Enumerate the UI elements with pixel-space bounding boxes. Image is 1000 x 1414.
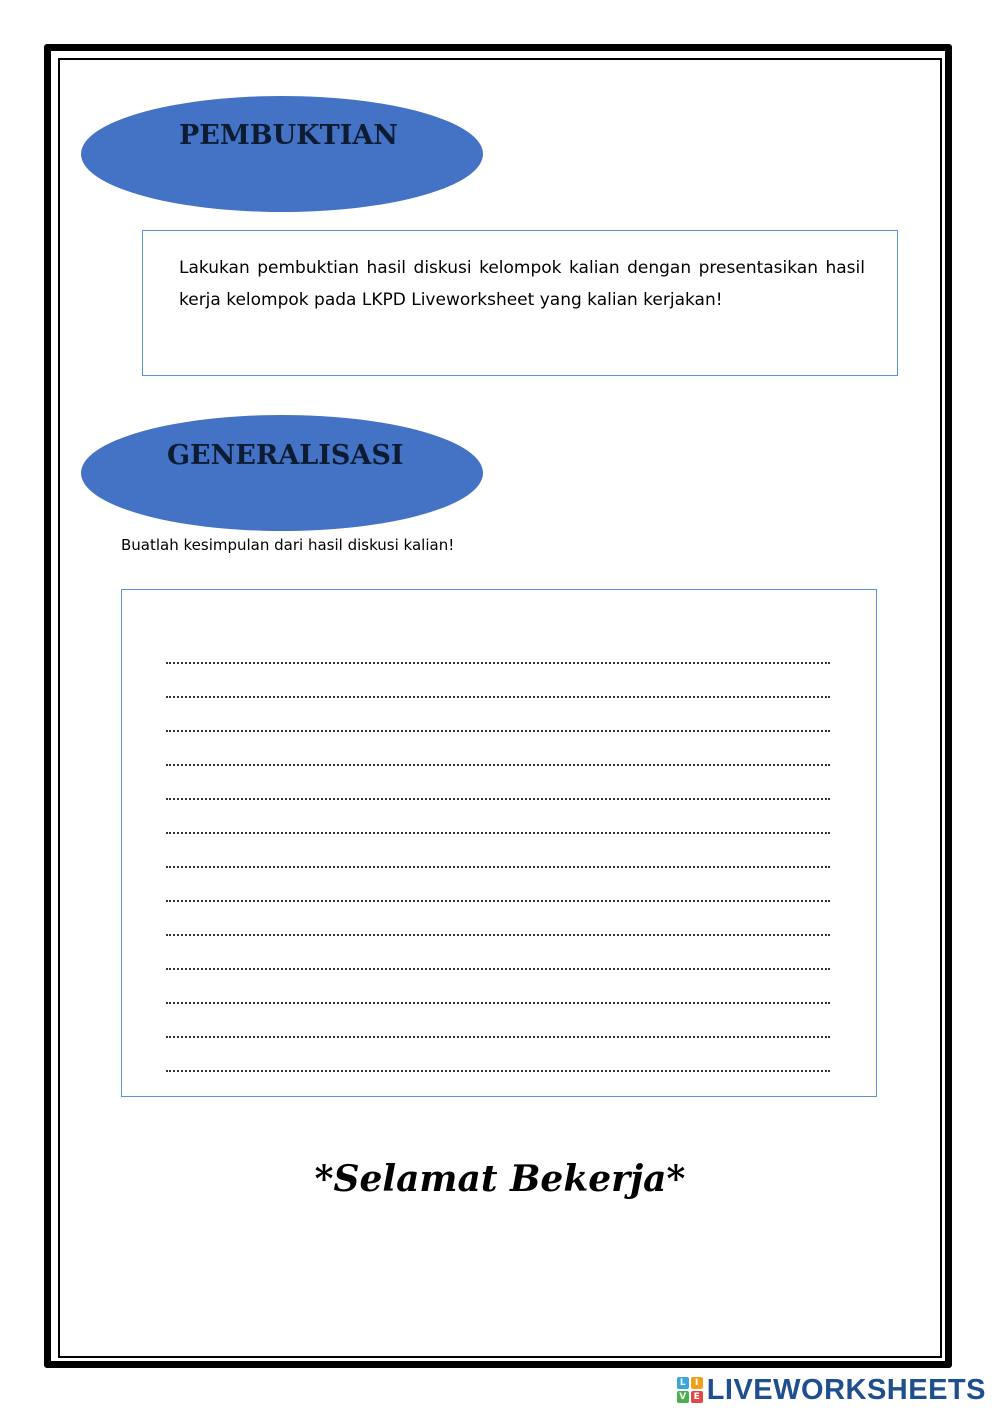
liveworksheets-brand — [677, 1374, 986, 1406]
generalisasi-header-ellipse — [81, 415, 483, 531]
generalisasi-prompt: Buatlah kesimpulan dari hasil diskusi kalian! — [121, 536, 455, 554]
answer-line[interactable] — [166, 800, 830, 834]
pembuktian-instruction-text: Lakukan pembuktian hasil diskusi kelompok kalian dengan presentasikan hasil kerja kelompok pada LKPD Liveworksheet yang kalian kerjakan! — [179, 258, 865, 310]
answer-line[interactable] — [166, 936, 830, 970]
answer-line[interactable] — [166, 698, 830, 732]
pembuktian-header-ellipse — [81, 96, 483, 212]
brand-name: LIVEWORKSHEETS — [706, 1373, 986, 1406]
answer-line[interactable] — [166, 630, 830, 664]
answer-line[interactable] — [166, 902, 830, 936]
logo-letter-i: I — [691, 1377, 703, 1389]
answer-lines[interactable] — [166, 630, 834, 1072]
answer-line[interactable] — [166, 1038, 830, 1072]
answer-line[interactable] — [166, 664, 830, 698]
closing-message: *Selamat Bekerja* — [314, 1158, 686, 1200]
answer-line[interactable] — [166, 732, 830, 766]
logo-letter-l: L — [677, 1377, 689, 1389]
logo-letter-v: V — [677, 1391, 689, 1403]
pembuktian-title: PEMBUKTIAN — [179, 120, 398, 151]
answer-line[interactable] — [166, 834, 830, 868]
answer-line[interactable] — [166, 970, 830, 1004]
liveworksheets-logo-icon — [677, 1377, 703, 1403]
logo-letter-e: E — [691, 1391, 703, 1403]
answer-line[interactable] — [166, 868, 830, 902]
answer-line[interactable] — [166, 1004, 830, 1038]
answer-line[interactable] — [166, 766, 830, 800]
generalisasi-title: GENERALISASI — [167, 440, 404, 471]
